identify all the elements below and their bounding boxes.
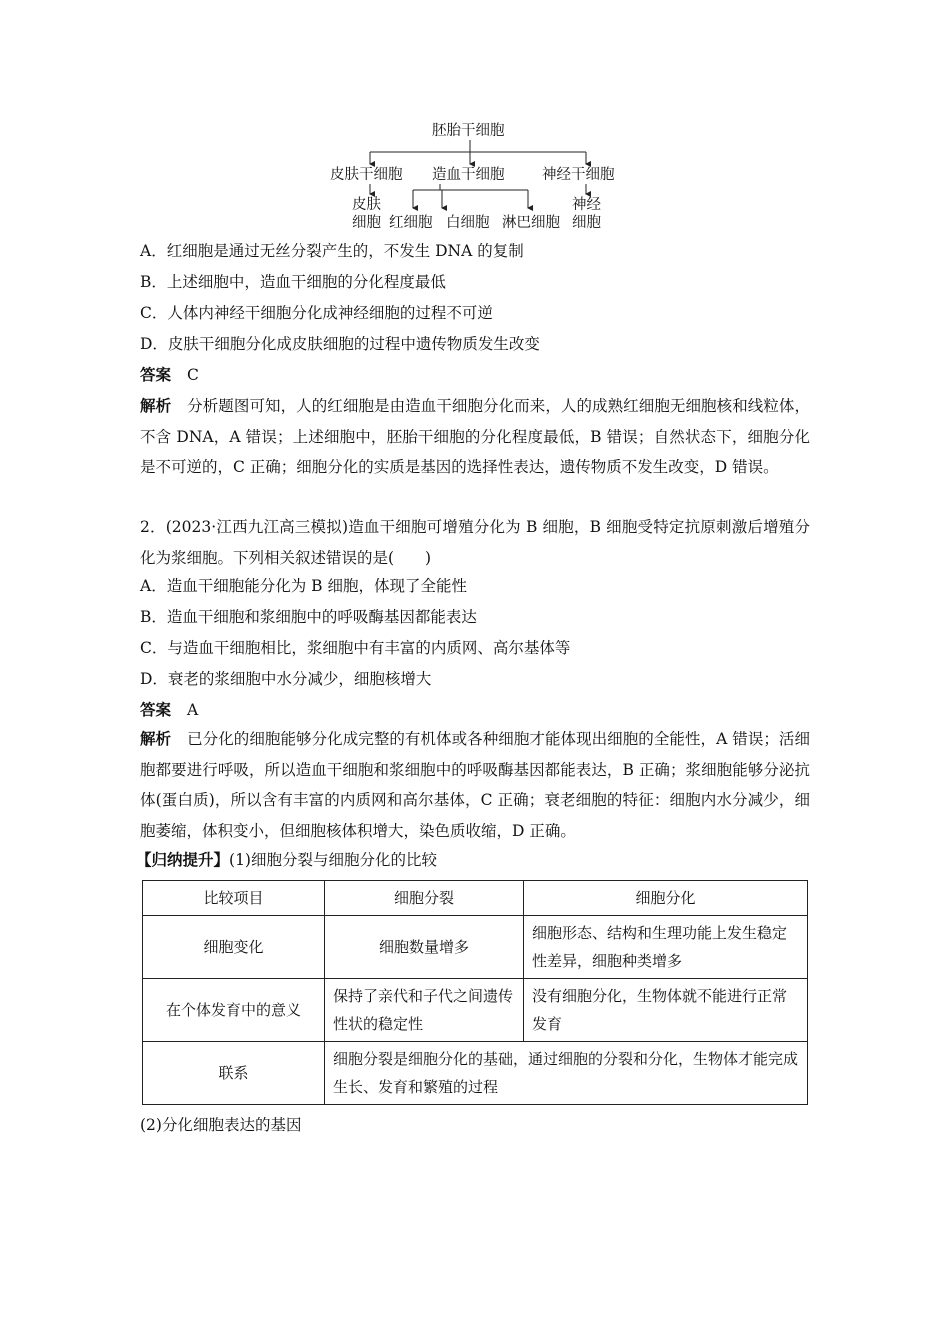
table-header-row: [143, 881, 808, 916]
table-cell-link-label: 联系: [143, 1042, 325, 1105]
summary-title: (1)细胞分裂与细胞分化的比较: [229, 851, 437, 869]
table-cell: 细胞形态、结构和生理功能上发生稳定性差异，细胞种类增多: [524, 916, 808, 979]
diagram-skin-cell-label-top: 皮肤: [352, 197, 381, 213]
table-cell-link-text: 细胞分裂是细胞分化的基础，通过细胞的分裂和分化，生物体才能完成生长、发育和繁殖的过程: [325, 1042, 808, 1105]
diagram-neuro-stem-label: 神经干细胞: [542, 167, 615, 183]
table-row: [143, 1042, 808, 1105]
cell-differentiation-diagram: [320, 118, 630, 236]
table-row: [143, 979, 808, 1042]
diagram-lymph-cell-label: 淋巴细胞: [502, 215, 560, 231]
table-header-differentiation: 细胞分化: [524, 881, 808, 916]
q2-option-a: A．造血干细胞能分化为 B 细胞，体现了全能性: [140, 577, 467, 595]
table-header-division: 细胞分裂: [325, 881, 524, 916]
q1-analysis-label: 解析: [140, 396, 172, 415]
q1-answer-value: C: [187, 366, 199, 384]
q2-analysis-text: 已分化的细胞能够分化成完整的有机体或各种细胞才能体现出细胞的全能性，A 错误；活细胞都要进行呼吸，所以造血干细胞和浆细胞中的呼吸酶基因都能表达，B 正确；浆细胞能够分泌抗体(蛋白质)，所以含有丰富的内质网和高尔基体，C 正确；衰老细胞的特征：细胞内水分减少，细胞萎缩，体积变小，但细胞核体积增大，染色质收缩，D 正确。: [140, 730, 810, 840]
diagram-blood-stem-label: 造血干细胞: [432, 167, 505, 183]
q1-option-c: C．人体内神经干细胞分化成神经细胞的过程不可逆: [140, 304, 493, 322]
summary-heading: [136, 849, 437, 871]
diagram-white-cell-label: 白细胞: [446, 215, 490, 231]
q2-analysis-label: 解析: [140, 729, 172, 748]
comparison-table: [142, 880, 808, 1105]
q1-analysis-text: 分析题图可知，人的红细胞是由造血干细胞分化而来，人的成熟红细胞无细胞核和线粒体，不含 DNA，A 错误；上述细胞中，胚胎干细胞的分化程度最低，B 错误；自然状态下，细胞分化是不可逆的，C 正确；细胞分化的实质是基因的选择性表达，遗传物质不发生改变，D 错误。: [140, 397, 810, 476]
q2-option-c: C．与造血干细胞相比，浆细胞中有丰富的内质网、高尔基体等: [140, 639, 571, 657]
diagram-skin-cell-label-bottom: 细胞: [352, 215, 381, 231]
q2-option-b: B．造血干细胞和浆细胞中的呼吸酶基因都能表达: [140, 608, 477, 626]
q2-stem: 2．(2023·江西九江高三模拟)造血干细胞可增殖分化为 B 细胞，B 细胞受特定抗原刺激后增殖分化为浆细胞。下列相关叙述错误的是( ): [140, 518, 810, 567]
table-cell: 没有细胞分化，生物体就不能进行正常发育: [524, 979, 808, 1042]
diagram-skin-stem-label: 皮肤干细胞: [330, 167, 403, 183]
table-cell: 保持了亲代和子代之间遗传性状的稳定性: [325, 979, 524, 1042]
q1-answer: [140, 364, 199, 386]
summary-subtitle-2: (2)分化细胞表达的基因: [140, 1116, 302, 1134]
q2-analysis: [140, 724, 810, 846]
diagram-neuro-cell-label-bottom: 细胞: [572, 215, 601, 231]
summary-tag: 【归纳提升】: [136, 850, 230, 869]
table-cell: 在个体发育中的意义: [143, 979, 325, 1042]
q2-answer: [140, 699, 198, 721]
table-row: [143, 916, 808, 979]
table-cell: 细胞变化: [143, 916, 325, 979]
diagram-neuro-cell-label-top: 神经: [572, 197, 601, 213]
q1-answer-label: 答案: [140, 365, 172, 384]
diagram-root-label: 胚胎干细胞: [432, 123, 505, 139]
q1-option-a: A．红细胞是通过无丝分裂产生的，不发生 DNA 的复制: [140, 242, 524, 260]
q2-option-d: D．衰老的浆细胞中水分减少，细胞核增大: [140, 670, 432, 688]
table-cell: 细胞数量增多: [325, 916, 524, 979]
q1-option-b: B．上述细胞中，造血干细胞的分化程度最低: [140, 273, 446, 291]
q2-answer-label: 答案: [140, 700, 172, 719]
table-header-item: 比较项目: [143, 881, 325, 916]
q1-option-d: D．皮肤干细胞分化成皮肤细胞的过程中遗传物质发生改变: [140, 335, 540, 353]
q2-answer-value: A: [187, 701, 199, 719]
q1-analysis: [140, 391, 810, 483]
diagram-red-cell-label: 红细胞: [389, 215, 433, 231]
